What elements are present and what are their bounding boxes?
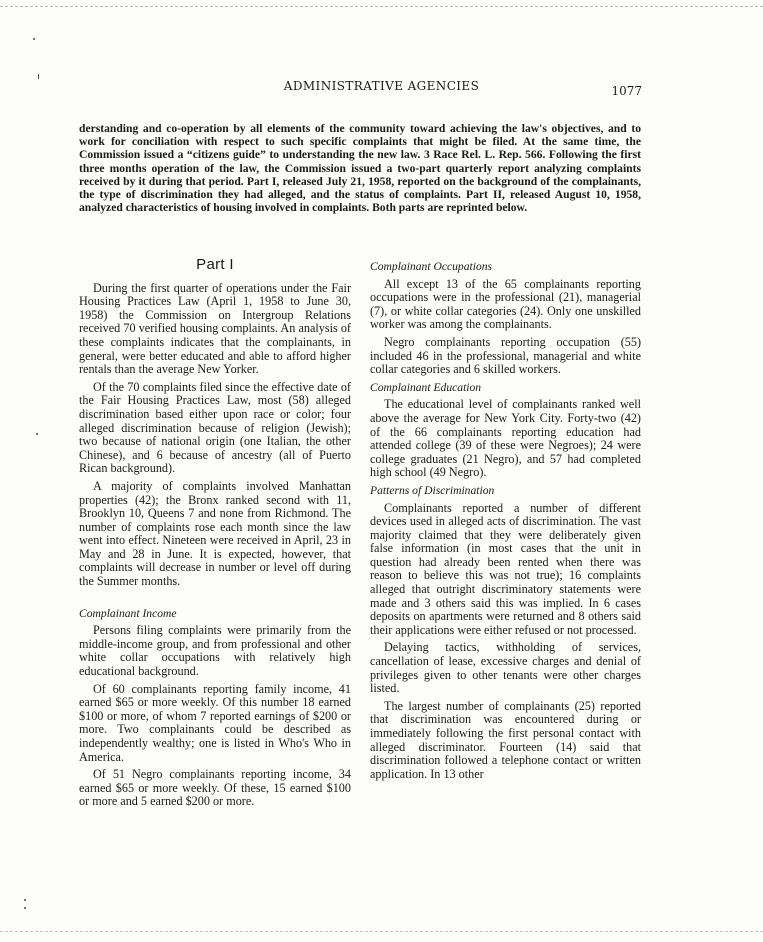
- scan-speck: [24, 907, 26, 909]
- section-subheading: Complainant Occupations: [370, 260, 493, 273]
- paragraph: A majority of complaints involved Manhattan properties (42); the Bronx ranked second with 11, Brooklyn 10, Queens 7 and none from Richmond. The number of complaints rose each month since the law went into effect. Nineteen were received in April, 23 in May and 28 in June. It is expected, however, that complaints will decrease in number or level off during the Summer months.: [79, 478, 351, 589]
- paragraph: During the first quarter of operations under the Fair Housing Practices Law (April 1, 1958 to June 30, 1958) the Commission on Intergroup Relations received 70 verified housing complaints. An analysis of these complaints indicates that the complainants, in general, were better educated and able to afford higher rentals than the average New Yorker.: [79, 280, 351, 377]
- left-column: [79, 258, 351, 813]
- running-head: ADMINISTRATIVE AGENCIES: [283, 79, 480, 93]
- scan-edge-top: [0, 6, 763, 7]
- paragraph: Negro complainants reporting occupation (55) included 46 in the professional, managerial and white collar categories and 6 skilled workers.: [370, 334, 641, 377]
- paragraph: Persons filing complaints were primarily from the middle-income group, and from professional and other white collar occupations with relatively high educational background.: [79, 623, 351, 679]
- scan-edge-bottom: [0, 931, 763, 932]
- paragraph: All except 13 of the 65 complainants reporting occupations were in the professional (21), managerial (7), or white collar categories (24). Only one unskilled worker was among the complainants.: [370, 276, 641, 332]
- page-header: [0, 79, 763, 99]
- section-subheading: Complainant Education: [370, 380, 482, 394]
- section-subheading: Complainant Income: [79, 606, 177, 620]
- section-subheading: Patterns of Discrimination: [370, 483, 495, 497]
- paragraph: The largest number of complainants (25) reported that discrimination was encountered during or immediately following the first personal contact with alleged discriminator. Fourteen (14) said that discrimination followed a telephone contact or written application. In 13 other: [370, 698, 641, 781]
- page-number: 1077: [611, 84, 642, 98]
- paragraph: Of 60 complainants reporting family income, 41 earned $65 or more weekly. Of this number 18 earned $100 or more, of whom 7 reported earnings of $200 or more. Two complainants could be described as independently wealthy; one is listed in Who's Who in America.: [79, 681, 351, 764]
- paragraph: Of 51 Negro complainants reporting income, 34 earned $65 or more weekly. Of these, 15 earned $100 or more and 5 earned $200 or more.: [79, 767, 351, 809]
- paragraph: The educational level of complainants ranked well above the average for New York City. Forty-two (42) of the 66 complainants reporting education had attended college (39 of these were Negroes); 24 were college graduates (21 Negro), and 57 had completed high school (49 Negro).: [370, 397, 641, 480]
- paragraph: Of the 70 complaints filed since the effective date of the Fair Housing Practices Law, most (58) alleged discrimination based either upon race or color; four alleged discrimination because of religion (Jewish); two because of national origin (one Italian, the other Chinese), and 6 because of ancestry (all of Puerto Rican background).: [79, 379, 351, 476]
- scan-speck: [33, 38, 35, 40]
- paragraph: Delaying tactics, withholding of services, cancellation of lease, excessive charges and denial of privileges given to other tenants were other charges listed.: [370, 640, 641, 696]
- paragraph: Complainants reported a number of different devices used in alleged acts of discrimination. The vast majority claimed that they were deliberately given false information (in most cases that the unit in question had already been rented when there was reason to believe this was not true); 16 complaints alleged that outright discriminatory statements were made and 3 others said this was implied. In 6 cases deposits on apartments were returned and 8 others said their applications were either refused or not processed.: [370, 500, 641, 637]
- intro-paragraph: derstanding and co-operation by all elements of the community toward achieving the law's objectives, and to work for conciliation with respect to such specific complaints that might be filed. At the same time, the Commission issued a “citizens guide” to understanding the new law. 3 Race Rel. L. Rep. 566. Following the first three months operation of the law, the Commission issued a two-part quarterly report analyzing complaints received by it during that period. Part I, released July 21, 1958, reported on the background of the complainants, the type of discrimination they had alleged, and the status of complaints. Part II, released August 10, 1958, analyzed characteristics of housing involved in complaints. Both parts are reprinted below.: [79, 122, 641, 215]
- scan-speck: [36, 433, 38, 435]
- part-heading: Part I: [196, 256, 234, 273]
- scan-speck: [24, 899, 26, 901]
- right-column: [370, 260, 641, 785]
